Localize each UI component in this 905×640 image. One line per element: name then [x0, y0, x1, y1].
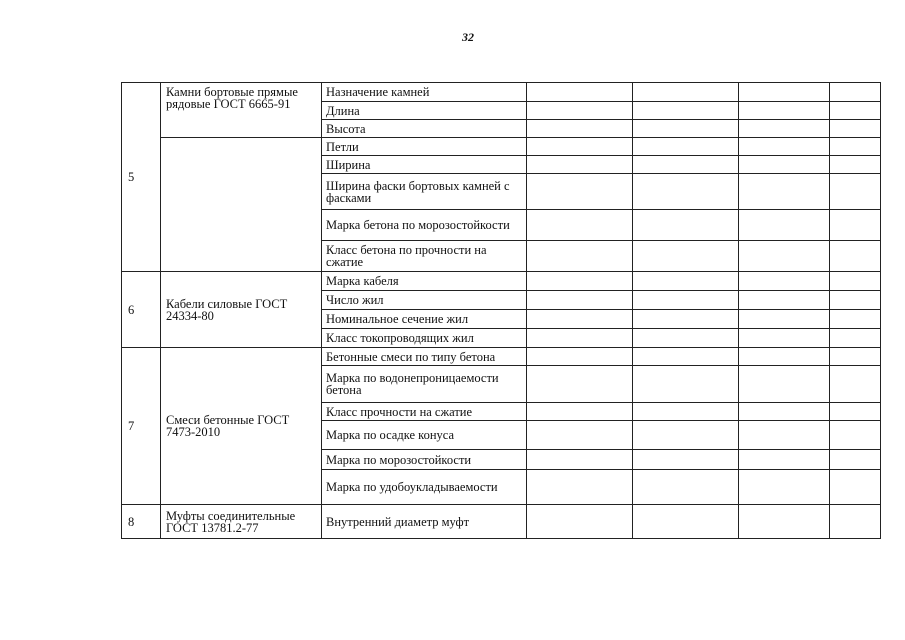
value-cell — [830, 272, 881, 291]
value-cell — [633, 83, 739, 102]
value-cell — [830, 310, 881, 329]
value-cell — [830, 366, 881, 403]
value-cell — [830, 348, 881, 366]
value-cell — [739, 348, 830, 366]
parameter-cell: Марка по осадке конуса — [322, 421, 527, 450]
table-row — [122, 138, 881, 156]
value-cell — [633, 450, 739, 470]
value-cell — [633, 272, 739, 291]
value-cell — [633, 102, 739, 120]
value-cell — [739, 156, 830, 174]
value-cell — [830, 470, 881, 505]
value-cell — [739, 138, 830, 156]
value-cell — [527, 241, 633, 272]
parameter-cell: Марка по морозостойкости — [322, 450, 527, 470]
value-cell — [527, 450, 633, 470]
item-number-cell: 8 — [122, 505, 161, 539]
value-cell — [633, 421, 739, 450]
parameter-cell: Марка кабеля — [322, 272, 527, 291]
value-cell — [633, 505, 739, 539]
value-cell — [527, 138, 633, 156]
value-cell — [739, 505, 830, 539]
value-cell — [830, 102, 881, 120]
value-cell — [739, 272, 830, 291]
value-cell — [527, 421, 633, 450]
value-cell — [830, 421, 881, 450]
parameter-cell: Бетонные смеси по типу бетона — [322, 348, 527, 366]
value-cell — [830, 505, 881, 539]
value-cell — [830, 174, 881, 210]
value-cell — [739, 329, 830, 348]
value-cell — [633, 156, 739, 174]
value-cell — [830, 329, 881, 348]
parameter-cell: Внутренний диаметр муфт — [322, 505, 527, 539]
value-cell — [739, 450, 830, 470]
value-cell — [739, 310, 830, 329]
table-body — [122, 83, 881, 539]
value-cell — [527, 174, 633, 210]
parameter-cell: Марка по удобоукладываемости — [322, 470, 527, 505]
value-cell — [633, 348, 739, 366]
value-cell — [739, 120, 830, 138]
parameter-cell: Высота — [322, 120, 527, 138]
table-row — [122, 83, 881, 102]
value-cell — [633, 174, 739, 210]
value-cell — [633, 470, 739, 505]
value-cell — [739, 83, 830, 102]
table-row — [122, 505, 881, 539]
parameter-cell: Класс прочности на сжатие — [322, 403, 527, 421]
product-name-cell: Кабели силовые ГОСТ 24334-80 — [161, 272, 322, 348]
value-cell — [739, 470, 830, 505]
value-cell — [739, 403, 830, 421]
parameter-cell: Длина — [322, 102, 527, 120]
parameter-cell: Число жил — [322, 291, 527, 310]
product-name-cell — [161, 138, 322, 272]
value-cell — [633, 291, 739, 310]
value-cell — [527, 156, 633, 174]
item-number-cell: 7 — [122, 348, 161, 505]
value-cell — [527, 83, 633, 102]
parameter-cell: Класс бетона по прочности на сжатие — [322, 241, 527, 272]
specification-table — [121, 82, 881, 539]
parameter-cell: Ширина фаски бортовых камней с фасками — [322, 174, 527, 210]
value-cell — [527, 291, 633, 310]
value-cell — [830, 156, 881, 174]
value-cell — [830, 210, 881, 241]
value-cell — [830, 241, 881, 272]
value-cell — [527, 310, 633, 329]
parameter-cell: Марка по водонепроницаемости бетона — [322, 366, 527, 403]
parameter-cell: Номинальное сечение жил — [322, 310, 527, 329]
value-cell — [633, 241, 739, 272]
value-cell — [633, 138, 739, 156]
table-row — [122, 272, 881, 291]
value-cell — [527, 348, 633, 366]
value-cell — [633, 403, 739, 421]
parameter-cell: Марка бетона по морозостойкости — [322, 210, 527, 241]
value-cell — [739, 291, 830, 310]
value-cell — [739, 174, 830, 210]
value-cell — [633, 120, 739, 138]
value-cell — [633, 329, 739, 348]
value-cell — [527, 329, 633, 348]
value-cell — [830, 138, 881, 156]
parameter-cell: Петли — [322, 138, 527, 156]
value-cell — [527, 403, 633, 421]
value-cell — [830, 83, 881, 102]
table-row — [122, 348, 881, 366]
value-cell — [633, 310, 739, 329]
value-cell — [830, 291, 881, 310]
product-name-cell: Муфты соединительные ГОСТ 13781.2-77 — [161, 505, 322, 539]
value-cell — [527, 505, 633, 539]
value-cell — [527, 120, 633, 138]
value-cell — [527, 102, 633, 120]
product-name-cell: Камни бортовые прямые рядовые ГОСТ 6665-91 — [161, 83, 322, 138]
value-cell — [739, 366, 830, 403]
value-cell — [527, 366, 633, 403]
value-cell — [830, 120, 881, 138]
value-cell — [739, 241, 830, 272]
parameter-cell: Ширина — [322, 156, 527, 174]
value-cell — [830, 403, 881, 421]
value-cell — [527, 272, 633, 291]
item-number-cell: 5 — [122, 83, 161, 272]
value-cell — [527, 210, 633, 241]
parameter-cell: Назначение камней — [322, 83, 527, 102]
value-cell — [739, 102, 830, 120]
value-cell — [633, 366, 739, 403]
product-name-cell: Смеси бетонные ГОСТ 7473-2010 — [161, 348, 322, 505]
parameter-cell: Класс токопроводящих жил — [322, 329, 527, 348]
value-cell — [739, 210, 830, 241]
page-number: 32 — [462, 30, 474, 44]
value-cell — [830, 450, 881, 470]
value-cell — [527, 470, 633, 505]
value-cell — [739, 421, 830, 450]
value-cell — [633, 210, 739, 241]
item-number-cell: 6 — [122, 272, 161, 348]
